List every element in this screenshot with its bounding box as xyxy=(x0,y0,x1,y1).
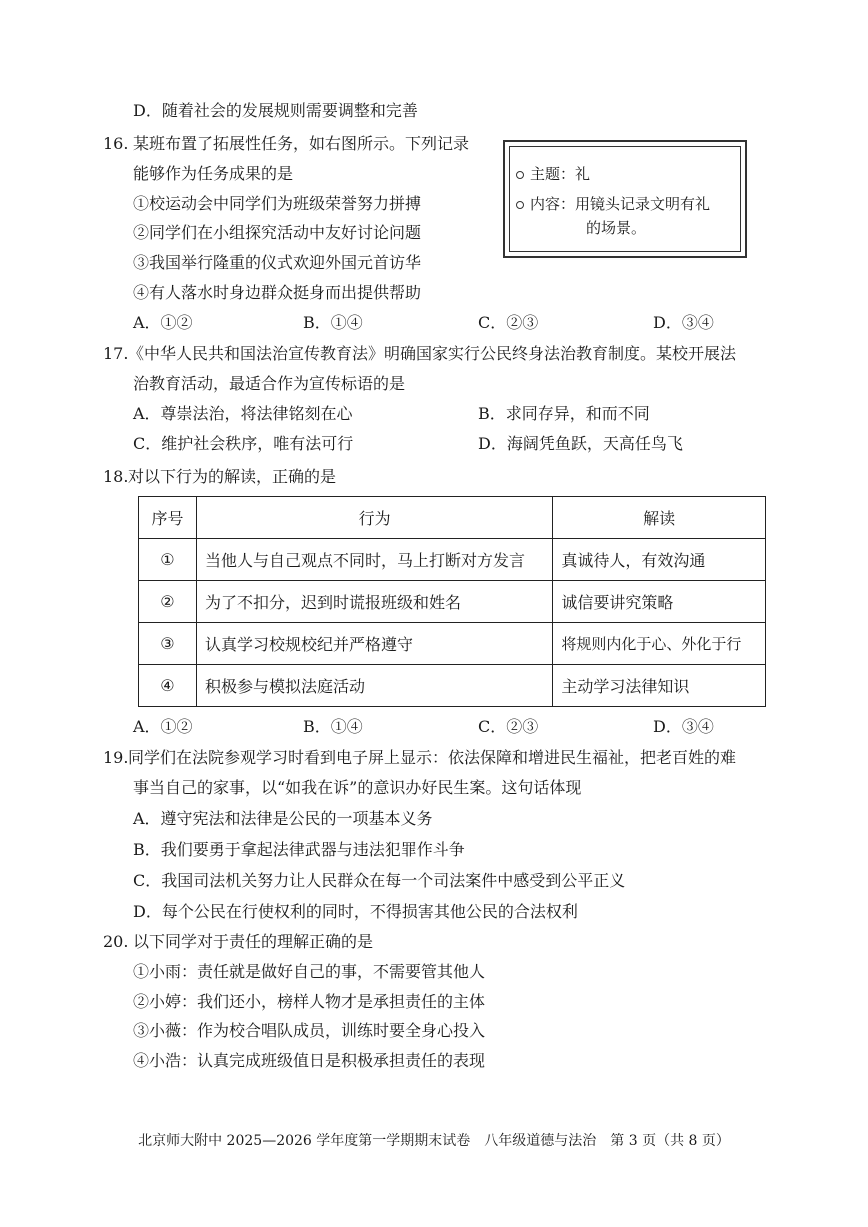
row-index: ② xyxy=(139,581,197,623)
q15-option-d: D．随着社会的发展规则需要调整和完善 xyxy=(133,101,418,120)
q18-stem: 对以下行为的解读，正确的是 xyxy=(128,467,337,486)
header-index: 序号 xyxy=(139,497,197,539)
q19-option-c: C．我国司法机关努力让人民群众在每一个司法案件中感受到公平正义 xyxy=(133,871,626,890)
header-behavior: 行为 xyxy=(196,497,552,539)
q18-option-a: A．①② xyxy=(133,717,193,736)
q16-task-box-inner xyxy=(509,146,741,252)
q16-item-3: ③我国举行隆重的仪式欢迎外国元首访华 xyxy=(133,253,422,272)
q18-option-c: C．②③ xyxy=(478,717,539,736)
row-behavior: 当他人与自己观点不同时，马上打断对方发言 xyxy=(196,539,552,581)
q16-box-content xyxy=(516,193,710,215)
table-row xyxy=(139,623,766,665)
q16-task-box xyxy=(503,140,747,258)
q20-item-2: ②小婷：我们还小，榜样人物才是承担责任的主体 xyxy=(133,992,486,1011)
q16-stem-line1: 某班布置了拓展性任务，如右图所示。下列记录 xyxy=(133,134,470,153)
table-row xyxy=(139,665,766,707)
row-behavior: 为了不扣分，迟到时谎报班级和姓名 xyxy=(196,581,552,623)
bullet-icon xyxy=(516,201,524,209)
q16-item-2: ②同学们在小组探究活动中友好讨论问题 xyxy=(133,223,422,242)
q16-option-c: C．②③ xyxy=(478,313,539,332)
q19-stem-line1: 同学们在法院参观学习时看到电子屏上显示：依法保障和增进民生福祉，把老百姓的难 xyxy=(128,748,737,767)
q16-box-theme-text: 主题：礼 xyxy=(530,165,591,183)
table-row xyxy=(139,581,766,623)
q16-item-1: ①校运动会中同学们为班级荣誉努力拼搏 xyxy=(133,194,422,213)
q19-number: 19. xyxy=(103,748,129,767)
q18-option-d: D．③④ xyxy=(653,717,714,736)
q20-item-4: ④小浩：认真完成班级值日是积极承担责任的表现 xyxy=(133,1051,486,1070)
table-row xyxy=(139,539,766,581)
q17-number: 17. xyxy=(103,344,129,363)
q17-option-d: D．海阔凭鱼跃，天高任鸟飞 xyxy=(478,434,683,453)
q19-option-b: B．我们要勇于拿起法律武器与违法犯罪作斗争 xyxy=(133,840,465,859)
q20-item-3: ③小薇：作为校合唱队成员，训练时要全身心投入 xyxy=(133,1021,486,1040)
row-index: ① xyxy=(139,539,197,581)
page-footer: 北京师大附中 2025—2026 学年度第一学期期末试卷 八年级道德与法治 第 3 页（共 8 页） xyxy=(138,1133,730,1149)
q16-box-content-text: 内容：用镜头记录文明有礼 xyxy=(530,195,711,213)
row-interpretation: 真诚待人，有效沟通 xyxy=(553,539,766,581)
q19-option-d: D．每个公民在行使权利的同时，不得损害其他公民的合法权利 xyxy=(133,902,578,921)
header-interpretation: 解读 xyxy=(553,497,766,539)
q17-option-b: B．求同存异，和而不同 xyxy=(478,404,650,423)
q16-box-theme xyxy=(516,163,590,185)
q16-option-d: D．③④ xyxy=(653,313,714,332)
table-header-row xyxy=(139,497,766,539)
bullet-icon xyxy=(516,171,524,179)
q18-option-b: B．①④ xyxy=(303,717,363,736)
q16-item-4: ④有人落水时身边群众挺身而出提供帮助 xyxy=(133,283,422,302)
q19-option-a: A．遵守宪法和法律是公民的一项基本义务 xyxy=(133,809,433,828)
q16-option-b: B．①④ xyxy=(303,313,363,332)
q18-table xyxy=(138,496,766,707)
row-index: ③ xyxy=(139,623,197,665)
row-index: ④ xyxy=(139,665,197,707)
row-behavior: 积极参与模拟法庭活动 xyxy=(196,665,552,707)
q16-box-content-cont: 的场景。 xyxy=(586,219,647,237)
q18-number: 18. xyxy=(103,467,129,486)
row-behavior: 认真学习校规校纪并严格遵守 xyxy=(196,623,552,665)
q16-number: 16. xyxy=(103,134,129,153)
row-interpretation: 主动学习法律知识 xyxy=(553,665,766,707)
q16-option-a: A．①② xyxy=(133,313,193,332)
row-interpretation: 诚信要讲究策略 xyxy=(553,581,766,623)
q20-stem: 以下同学对于责任的理解正确的是 xyxy=(133,932,374,951)
q20-item-1: ①小雨：责任就是做好自己的事，不需要管其他人 xyxy=(133,962,486,981)
q17-stem-line2: 治教育活动，最适合作为宣传标语的是 xyxy=(133,374,406,393)
q16-stem-line2: 能够作为任务成果的是 xyxy=(133,164,294,183)
q17-option-a: A．尊崇法治，将法律铭刻在心 xyxy=(133,404,353,423)
q20-number: 20. xyxy=(103,932,129,951)
q17-stem-line1: 《中华人民共和国法治宣传教育法》明确国家实行公民终身法治教育制度。某校开展法 xyxy=(128,344,737,363)
q19-stem-line2: 事当自己的家事，以“如我在诉”的意识办好民生案。这句话体现 xyxy=(133,778,582,797)
q17-option-c: C．维护社会秩序，唯有法可行 xyxy=(133,434,354,453)
row-interpretation: 将规则内化于心、外化于行 xyxy=(553,623,766,665)
